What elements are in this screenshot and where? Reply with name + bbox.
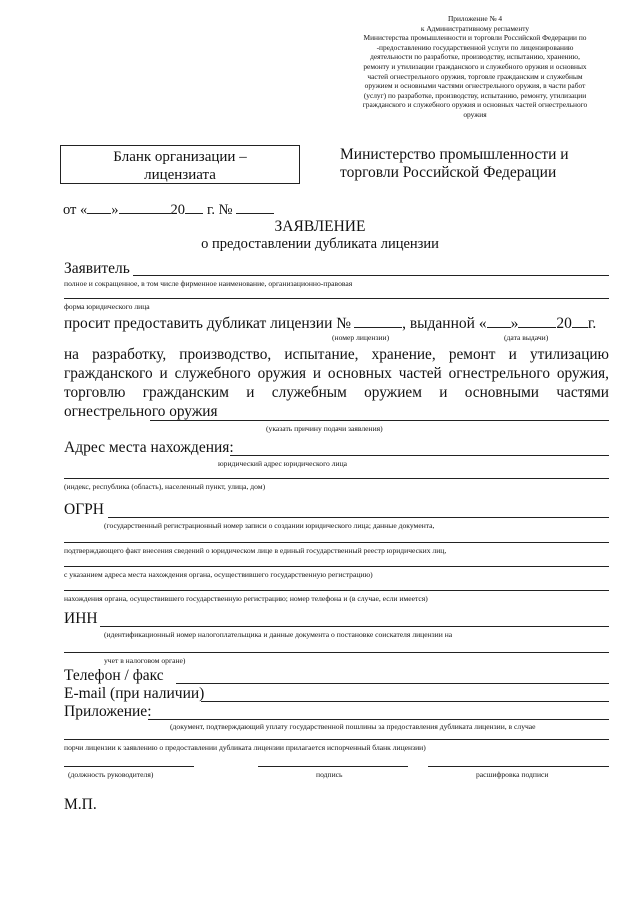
inn-label: ИНН: [64, 610, 98, 627]
signature-decode-hint: расшифровка подписи: [476, 770, 549, 779]
request-quote: »: [510, 315, 519, 332]
request-twenty: 20: [556, 315, 572, 332]
ogrn-label: ОГРН: [64, 501, 104, 518]
phone-field[interactable]: [176, 683, 609, 684]
applicant-hint: форма юридического лица: [64, 302, 150, 311]
applicant-field[interactable]: [133, 275, 609, 276]
signature-decode-field[interactable]: [428, 766, 609, 767]
position-field[interactable]: [64, 766, 194, 767]
inn-field-2[interactable]: [64, 652, 609, 653]
attachment-field[interactable]: [148, 719, 609, 720]
ogrn-field-3[interactable]: [64, 566, 609, 567]
blank-box-line: Бланк организации –: [113, 149, 247, 165]
annex-line: ремонту и утилизации гражданского и служебного оружия и основных: [363, 61, 587, 71]
license-number-hint: (номер лицензии): [332, 333, 390, 342]
attachment-field-2[interactable]: [64, 739, 609, 740]
reason-field[interactable]: [150, 420, 609, 421]
document-subtitle: о предоставлении дубликата лицензии: [201, 236, 439, 252]
day-field[interactable]: [87, 201, 111, 214]
issue-year-field[interactable]: [572, 315, 588, 328]
phone-label: Телефон / факс: [64, 667, 164, 684]
annex-line: (услуг) по разработке, производству, испытанию, ремонту, утилизации: [363, 90, 587, 100]
address-hint: (индекс, республика (область), населенный пункт, улица, дом): [64, 482, 266, 491]
annex-line: -предоставлению государственной услуги по лицензированию: [376, 42, 574, 52]
request-issued: , выданной «: [402, 315, 487, 332]
annex-line: к Административному регламенту: [420, 23, 530, 33]
email-label: E-mail (при наличии): [64, 685, 205, 702]
annex-line: Министерства промышленности и торговли Российской Федерации по: [363, 33, 587, 43]
signature-field[interactable]: [258, 766, 408, 767]
applicant-hint: полное и сокращенное, в том числе фирменное наименование, организационно-правовая: [64, 279, 353, 288]
doc-number-field[interactable]: [236, 201, 274, 214]
annex-line: частей огнестрельного оружия, торговле гражданским и служебным: [367, 71, 583, 81]
license-number-field[interactable]: [354, 315, 402, 328]
position-hint: (должность руководителя): [68, 770, 154, 779]
request-text: просит предоставить дубликат лицензии №: [64, 315, 352, 332]
annex-line: гражданского и служебного оружия и основных частей огнестрельного: [362, 100, 588, 110]
reason-hint: (указать причину подачи заявления): [266, 424, 383, 433]
request-year: г.: [587, 315, 597, 332]
annex-line: деятельности по разработке, производству, испытанию, хранению,: [370, 52, 580, 62]
issue-day-field[interactable]: [487, 315, 511, 328]
activity-text: на разработку, производство, испытание, хранение, ремонт и утилизацию гражданского и служебного оружия и основных частей огнестрельного оружия, торговлю гражданским и служебным оружием и основными частями огнестрельного оружия: [64, 346, 609, 420]
issue-month-field[interactable]: [518, 315, 556, 328]
ogrn-field-2[interactable]: [64, 542, 609, 543]
ministry-line: торговли Российской Федерации: [340, 164, 557, 181]
organization-blank-box: [60, 145, 300, 184]
ministry-line: Министерство промышленности и: [340, 146, 569, 163]
address-hint: юридический адрес юридического лица: [218, 459, 348, 468]
annex-note: [336, 14, 614, 120]
date-quote: »: [111, 202, 119, 218]
blank-box-line: лицензиата: [144, 167, 216, 183]
email-field[interactable]: [201, 701, 609, 702]
attachment-label: Приложение:: [64, 703, 152, 720]
address-label: Адрес места нахождения:: [64, 439, 234, 456]
month-field[interactable]: [119, 201, 171, 214]
year-field[interactable]: [185, 201, 203, 214]
date-line: [63, 201, 274, 219]
inn-field[interactable]: [100, 626, 609, 627]
date-from: от «: [63, 202, 88, 218]
inn-hint: (идентификационный номер налогоплательщика и данные документа о постановке соискателя лицензии на: [104, 630, 453, 639]
annex-line: оружия: [463, 109, 487, 119]
applicant-field-2[interactable]: [64, 298, 609, 299]
ogrn-hint: подтверждающего факт внесения сведений о юридическом лице в единый государственный реестр юридических лиц,: [64, 546, 447, 555]
annex-line: оружием и основными частями огнестрельного оружия, в части работ: [364, 81, 586, 91]
stamp-place: М.П.: [64, 796, 97, 813]
inn-hint: учет в налоговом органе): [104, 656, 186, 665]
date-twenty: 20: [170, 202, 186, 218]
attachment-hint: (документ, подтверждающий уплату государственной пошлины за предоставления дубликата лицензии, в случае: [170, 722, 536, 731]
request-line: [64, 315, 596, 333]
document-title: ЗАЯВЛЕНИЕ: [274, 218, 366, 235]
ogrn-hint: с указанием адреса места нахождения органа, осуществившего государственную регистрацию): [64, 570, 373, 579]
ogrn-field-4[interactable]: [64, 590, 609, 591]
ogrn-hint: нахождения органа, осуществившего государственную регистрацию; номер телефона и (в случае, если имеется): [64, 594, 428, 603]
ogrn-field[interactable]: [108, 517, 609, 518]
date-year-no: г. №: [207, 202, 233, 218]
address-field-2[interactable]: [64, 478, 609, 479]
attachment-hint: порчи лицензии к заявлению о предоставлении дубликата лицензии прилагается испорченный бланк лицензии): [64, 743, 426, 752]
annex-line: Приложение № 4: [447, 14, 503, 23]
signature-hint: подпись: [316, 770, 343, 779]
issue-date-hint: (дата выдачи): [504, 333, 549, 342]
ogrn-hint: (государственный регистрационный номер записи о создании юридического лица; данные документа,: [104, 521, 435, 530]
address-field[interactable]: [230, 455, 609, 456]
applicant-label: Заявитель: [64, 260, 130, 277]
